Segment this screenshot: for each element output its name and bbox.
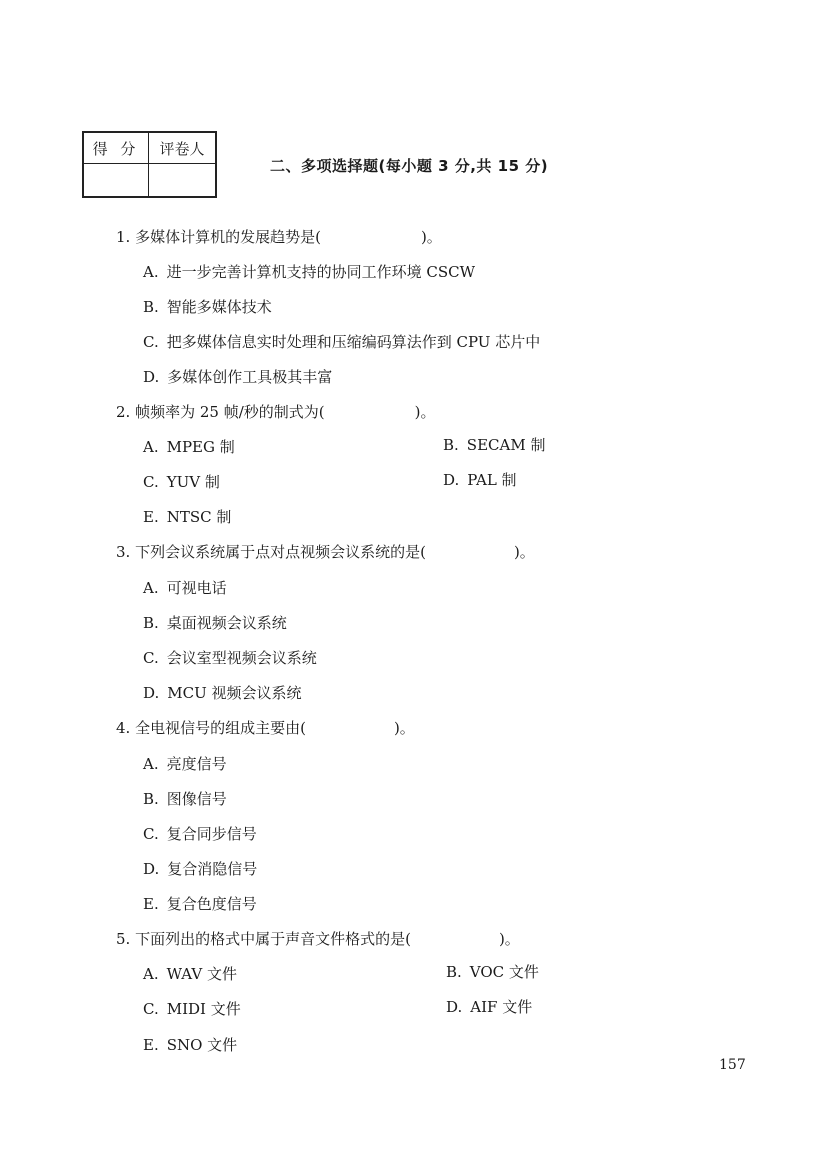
option[interactable] bbox=[446, 961, 539, 982]
option-text: 把多媒体信息实时处理和压缩编码算法作到 CPU 芯片中 bbox=[166, 333, 541, 351]
option[interactable] bbox=[143, 331, 540, 352]
option[interactable] bbox=[143, 471, 220, 492]
option-key: B. bbox=[143, 298, 159, 316]
option[interactable] bbox=[143, 858, 257, 879]
question-close: )。 bbox=[414, 403, 436, 421]
option[interactable] bbox=[143, 261, 475, 282]
option-text: 复合同步信号 bbox=[166, 825, 257, 843]
option-text: NTSC 制 bbox=[166, 508, 232, 526]
grader-cell[interactable] bbox=[149, 164, 217, 198]
option-text: SNO 文件 bbox=[166, 1036, 238, 1054]
option[interactable] bbox=[143, 612, 287, 633]
option-key: A. bbox=[143, 965, 159, 983]
option-text: 亮度信号 bbox=[166, 755, 227, 773]
option[interactable] bbox=[143, 963, 237, 984]
option-text: 桌面视频会议系统 bbox=[166, 614, 287, 632]
option-key: E. bbox=[143, 1036, 159, 1054]
option-key: D. bbox=[143, 860, 160, 878]
option[interactable] bbox=[143, 577, 227, 598]
option[interactable] bbox=[143, 753, 227, 774]
option-text: 图像信号 bbox=[166, 790, 227, 808]
option-key: A. bbox=[143, 438, 159, 456]
option[interactable] bbox=[443, 469, 517, 490]
section-title: 二、多项选择题(每小题 3 分,共 15 分) bbox=[270, 157, 549, 175]
question-1 bbox=[116, 226, 442, 247]
option[interactable] bbox=[143, 1034, 237, 1055]
option-key: C. bbox=[143, 649, 159, 667]
option-key: E. bbox=[143, 508, 159, 526]
option-key: C. bbox=[143, 825, 159, 843]
option-key: D. bbox=[143, 368, 160, 386]
question-2 bbox=[116, 401, 435, 422]
option-text: 复合色度信号 bbox=[166, 895, 257, 913]
question-stem: 3. 下列会议系统属于点对点视频会议系统的是( bbox=[116, 543, 426, 561]
option-key: D. bbox=[143, 684, 160, 702]
question-close: )。 bbox=[498, 930, 520, 948]
option[interactable] bbox=[143, 682, 302, 703]
option-text: 智能多媒体技术 bbox=[166, 298, 272, 316]
option-text: 会议室型视频会议系统 bbox=[166, 649, 317, 667]
option-key: D. bbox=[446, 998, 463, 1016]
option-text: AIF 文件 bbox=[470, 998, 533, 1016]
option[interactable] bbox=[446, 996, 532, 1017]
option-key: A. bbox=[143, 755, 159, 773]
option-key: C. bbox=[143, 333, 159, 351]
option-key: B. bbox=[446, 963, 462, 981]
option[interactable] bbox=[143, 647, 317, 668]
option-text: WAV 文件 bbox=[166, 965, 237, 983]
question-stem: 2. 帧频率为 25 帧/秒的制式为( bbox=[116, 403, 325, 421]
question-3 bbox=[116, 541, 535, 562]
question-stem: 4. 全电视信号的组成主要由( bbox=[116, 719, 306, 737]
question-stem: 1. 多媒体计算机的发展趋势是( bbox=[116, 228, 321, 246]
option-key: C. bbox=[143, 1000, 159, 1018]
option-text: VOC 文件 bbox=[469, 963, 539, 981]
option-key: B. bbox=[143, 790, 159, 808]
grader-header: 评卷人 bbox=[149, 132, 217, 164]
option[interactable] bbox=[143, 998, 241, 1019]
option[interactable] bbox=[143, 366, 332, 387]
option-text: MCU 视频会议系统 bbox=[167, 684, 302, 702]
option-key: B. bbox=[443, 436, 459, 454]
option[interactable] bbox=[143, 893, 257, 914]
option-text: MPEG 制 bbox=[166, 438, 235, 456]
option-text: 多媒体创作工具极其丰富 bbox=[167, 368, 333, 386]
option-text: PAL 制 bbox=[467, 471, 517, 489]
option-text: MIDI 文件 bbox=[166, 1000, 241, 1018]
option-text: 复合消隐信号 bbox=[167, 860, 258, 878]
question-5 bbox=[116, 928, 520, 949]
question-4 bbox=[116, 717, 415, 738]
option-key: A. bbox=[143, 263, 159, 281]
score-table bbox=[82, 131, 217, 198]
option-key: D. bbox=[443, 471, 460, 489]
question-close: )。 bbox=[513, 543, 535, 561]
option[interactable] bbox=[143, 436, 235, 457]
option-text: SECAM 制 bbox=[466, 436, 546, 454]
page-number: 157 bbox=[719, 1057, 746, 1073]
option-text: 进一步完善计算机支持的协同工作环境 CSCW bbox=[166, 263, 476, 281]
option[interactable] bbox=[143, 823, 257, 844]
option-key: C. bbox=[143, 473, 159, 491]
question-stem: 5. 下面列出的格式中属于声音文件格式的是( bbox=[116, 930, 411, 948]
option[interactable] bbox=[443, 434, 545, 455]
option-key: B. bbox=[143, 614, 159, 632]
option[interactable] bbox=[143, 506, 231, 527]
option-key: E. bbox=[143, 895, 159, 913]
option[interactable] bbox=[143, 296, 272, 317]
option-text: 可视电话 bbox=[166, 579, 227, 597]
option[interactable] bbox=[143, 788, 227, 809]
score-cell[interactable] bbox=[83, 164, 149, 198]
question-close: )。 bbox=[393, 719, 415, 737]
question-close: )。 bbox=[420, 228, 442, 246]
option-key: A. bbox=[143, 579, 159, 597]
option-text: YUV 制 bbox=[166, 473, 220, 491]
score-header: 得 分 bbox=[83, 132, 149, 164]
